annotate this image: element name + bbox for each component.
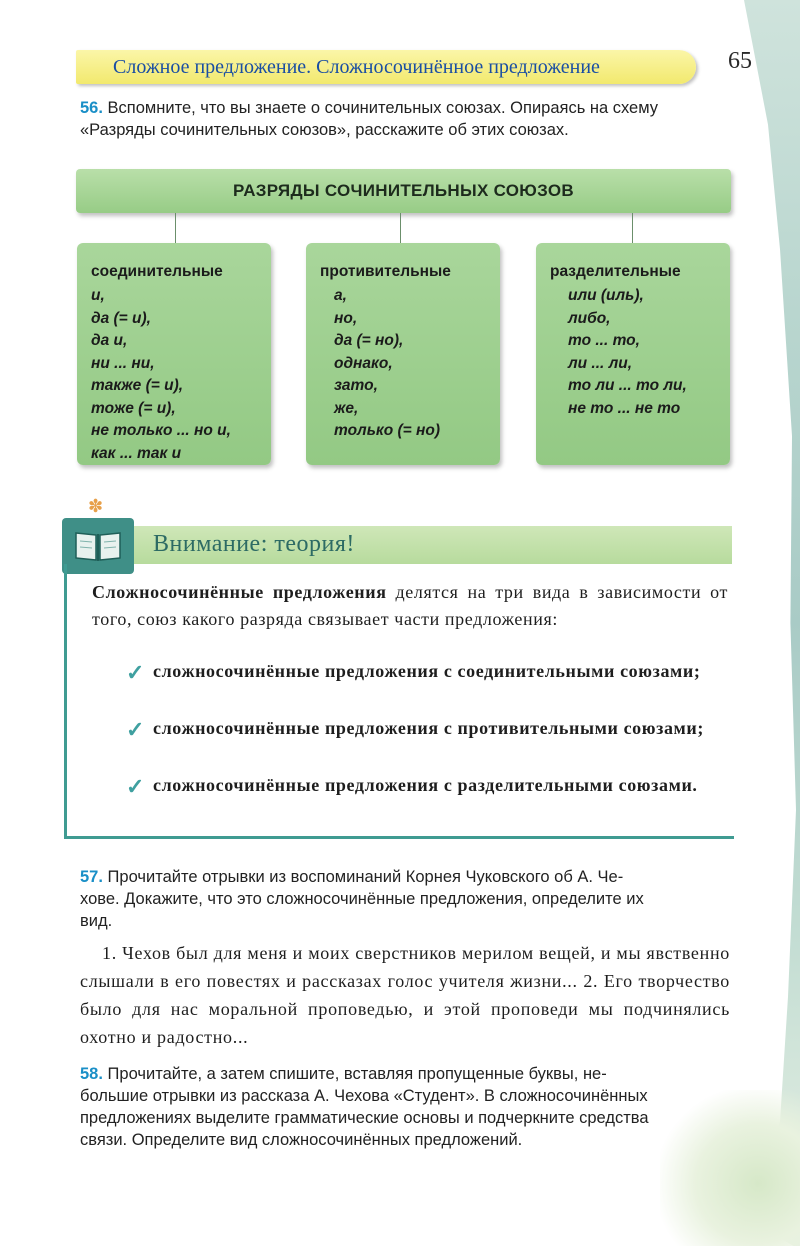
conjunction-list [568, 285, 687, 420]
flower-icon: ✽ [88, 496, 104, 516]
conjunction-item: ли ... ли, [568, 354, 633, 372]
task-58 [80, 1063, 649, 1151]
task-57 [80, 866, 644, 932]
page-number: 65 [728, 48, 752, 74]
page-title: Сложное предложение. Сложносочинённое предложение [113, 56, 600, 78]
category-title: противительные [320, 263, 451, 280]
connector-line [632, 213, 633, 243]
conjunction-item: не только ... но и, [91, 422, 231, 439]
task-number: 58. [80, 1065, 103, 1083]
connector-line [400, 213, 401, 243]
connector-line [175, 213, 176, 243]
task-text-line: хове. Докажите, что это сложносочинённые предложения, определите их [80, 890, 644, 908]
conjunction-item: однако, [334, 354, 393, 372]
check-icon: ✓ [126, 774, 145, 799]
task-text-line: Прочитайте, а затем спишите, вставляя пропущенные буквы, не- [107, 1065, 607, 1083]
conjunction-item: ни ... ни, [91, 354, 155, 372]
category-title: соединительные [91, 263, 223, 280]
task-text-line: предложениях выделите грамматические основы и подчеркните средства [80, 1109, 649, 1127]
task-text-line: Прочитайте отрывки из воспоминаний Корнея Чуковского об А. Че- [107, 868, 624, 886]
theory-title: Внимание: теория! [153, 531, 355, 557]
conjunction-item: да (= и), [91, 309, 151, 327]
conjunction-item: или (иль), [568, 287, 644, 304]
theory-term: Сложносочинённые предложения [92, 582, 387, 602]
task-text-line: «Разряды сочинительных союзов», расскажите об этих союзах. [80, 121, 569, 139]
check-icon: ✓ [126, 717, 145, 742]
conjunction-list [91, 285, 231, 465]
scheme-title: РАЗРЯДЫ СОЧИНИТЕЛЬНЫХ СОЮЗОВ [76, 169, 731, 213]
task-text-line: связи. Определите вид сложносочинённых предложений. [80, 1131, 523, 1149]
category-title: разделительные [550, 263, 681, 280]
conjunction-item: только (= но) [334, 422, 441, 439]
conjunction-item: либо, [568, 309, 611, 327]
check-icon: ✓ [126, 660, 145, 685]
decorative-background-bottom [660, 1090, 800, 1246]
task-number: 56. [80, 99, 103, 117]
theory-intro-text: делятся на три вида в зависимости от того, союз какого разряда связывает части предложения: [92, 582, 728, 629]
category-box-disjunctive [536, 243, 730, 465]
conjunction-item: также (= и), [91, 377, 184, 394]
task-text-line: большие отрывки из рассказа А. Чехова «Студент». В сложносочинённых [80, 1087, 648, 1105]
conjunction-item: и, [91, 287, 105, 304]
task-number: 57. [80, 868, 103, 886]
theory-item: сложносочинённые предложения с противительными союзами; [153, 718, 704, 738]
conjunction-item: да (= но), [334, 332, 404, 349]
task-text-line: Вспомните, что вы знаете о сочинительных союзах. Опираясь на схему [107, 99, 659, 117]
task-text-line: вид. [80, 912, 113, 930]
conjunction-item: то ли ... то ли, [568, 377, 687, 394]
conjunction-item: же, [334, 399, 359, 417]
conjunction-item: да и, [91, 332, 128, 349]
task-56 [80, 97, 658, 141]
conjunction-item: не то ... не то [568, 399, 681, 417]
conjunction-item: но, [334, 309, 358, 327]
conjunction-item: то ... то, [568, 332, 640, 349]
theory-item: сложносочинённые предложения с соединительными союзами; [153, 661, 701, 681]
open-book-icon [72, 529, 124, 563]
conjunction-item: зато, [334, 377, 378, 394]
theory-item: сложносочинённые предложения с разделительными союзами. [153, 775, 698, 795]
theory-intro [92, 579, 728, 633]
category-box-coordinating [77, 243, 271, 465]
category-box-adversative [306, 243, 500, 465]
conjunction-list [334, 285, 440, 443]
conjunction-item: как ... так и [91, 444, 182, 462]
conjunction-item: тоже (= и), [91, 399, 176, 417]
chukovsky-quote: 1. Чехов был для меня и моих сверстников мерилом вещей, и мы явственно слышали в его повестях и рассказах голос учителя жизни... 2. Его творчество было для нас моральной проповедью, и этой проповеди мы подчинялись охотно и радостно... [80, 943, 730, 1047]
conjunction-item: а, [334, 287, 347, 304]
